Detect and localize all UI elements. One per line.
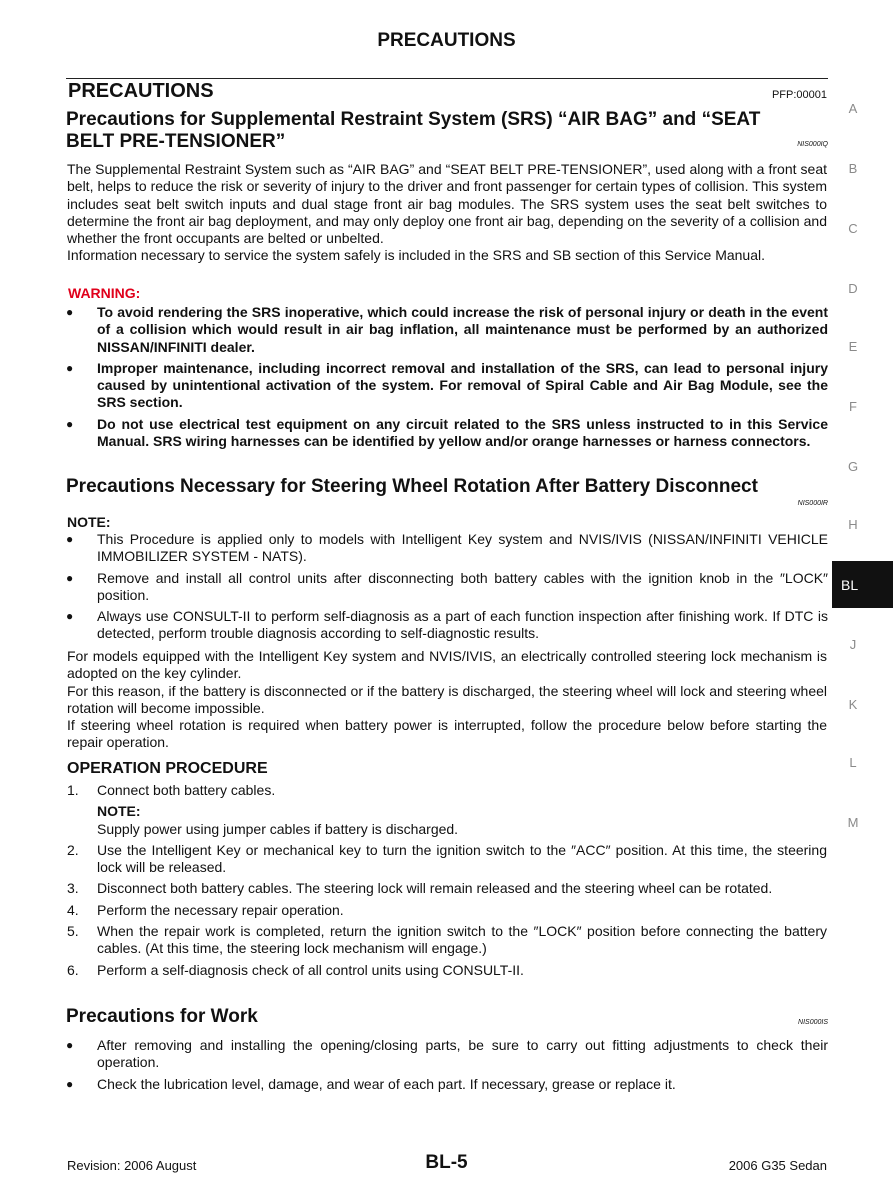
srs-code: NIS000IQ (797, 141, 828, 148)
index-letter-l[interactable]: L (849, 755, 857, 770)
step-item (67, 880, 827, 897)
work-heading: Precautions for Work (66, 1006, 258, 1027)
srs-body (67, 161, 827, 265)
section-code: PFP:00001 (771, 89, 827, 101)
step-note (67, 803, 827, 838)
bullet-icon: ● (66, 1038, 74, 1052)
step-number: 5. (67, 923, 79, 940)
steering-body (67, 648, 827, 752)
step-item (67, 842, 827, 877)
list-item (66, 531, 828, 566)
index-letter-e[interactable]: E (848, 339, 858, 354)
warning-text: Do not use electrical test equipment on any circuit related to the SRS unless instructed to in this Service Manual. SRS wiring harnesses can be identified by yellow and/or orange harnesses or harness connectors. (97, 415, 828, 450)
index-letter-g[interactable]: G (847, 459, 859, 474)
steering-paragraph-3: If steering wheel rotation is required when battery power is interrupted, follow the procedure below before starting the repair operation. (67, 717, 827, 751)
index-letter-h[interactable]: H (848, 517, 858, 532)
page-number: BL-5 (425, 1152, 468, 1173)
step-note-label: NOTE: (97, 803, 141, 820)
index-letter-d[interactable]: D (848, 281, 858, 296)
operation-procedure-heading: OPERATION PROCEDURE (67, 760, 268, 777)
section-title: PRECAUTIONS (68, 80, 214, 102)
step-item (67, 923, 827, 958)
index-letter-a[interactable]: A (848, 101, 858, 116)
index-letter-k[interactable]: K (848, 697, 858, 712)
list-item (66, 416, 828, 451)
bullet-icon: ● (66, 305, 74, 319)
srs-heading: Precautions for Supplemental Restraint System (SRS) “AIR BAG” and “SEAT BELT PRE-TENSIONER” (66, 109, 761, 152)
step-number: 6. (67, 961, 79, 978)
step-item (67, 782, 827, 799)
list-item (66, 608, 828, 643)
step-note-text: Supply power using jumper cables if battery is discharged. (97, 820, 459, 837)
note-text: This Procedure is applied only to models with Intelligent Key system and NVIS/IVIS (NISSAN/INFINITI VEHICLE IMMOBILIZER SYSTEM - NATS). (97, 531, 828, 565)
list-item (66, 304, 828, 356)
step-number: 3. (67, 880, 79, 897)
list-item (66, 1076, 828, 1093)
step-text: Disconnect both battery cables. The steering lock will remain released and the steering wheel can be rotated. (97, 880, 773, 897)
index-letter-j[interactable]: J (849, 637, 857, 652)
header-rule (66, 78, 828, 79)
bullet-icon: ● (66, 360, 74, 375)
steering-code: NIS000IR (797, 500, 828, 507)
step-item (67, 902, 827, 919)
note-list (66, 531, 828, 647)
step-number: 2. (67, 841, 79, 858)
bullet-icon: ● (66, 1076, 74, 1091)
steering-heading: Precautions Necessary for Steering Wheel Rotation After Battery Disconnect (66, 476, 758, 497)
step-number: 1. (67, 782, 79, 798)
footer-revision: Revision: 2006 August (67, 1158, 197, 1173)
footer-model: 2006 G35 Sedan (728, 1158, 827, 1173)
note-label: NOTE: (67, 514, 111, 530)
page-header: PRECAUTIONS (377, 30, 516, 51)
bullet-icon: ● (66, 609, 74, 624)
step-number: 4. (67, 901, 79, 918)
warning-list (66, 304, 828, 454)
index-letter-b[interactable]: B (848, 161, 858, 176)
step-text: When the repair work is completed, return the ignition switch to the ″LOCK″ position before connecting the battery cables. (At this time, the steering lock mechanism will engage.) (97, 923, 827, 957)
work-text: Check the lubrication level, damage, and wear of each part. If necessary, grease or replace it. (97, 1075, 676, 1092)
warning-text: To avoid rendering the SRS inoperative, which could increase the risk of personal injury or death in the event of a collision which would result in air bag inflation, all maintenance must be performed by an authorized NISSAN/INFINITI dealer. (97, 304, 828, 355)
work-code: NIS000IS (798, 1019, 828, 1026)
bullet-icon: ● (66, 532, 74, 546)
work-list (66, 1037, 828, 1097)
note-text: Remove and install all control units after disconnecting both battery cables with the ignition knob in the ″LOCK″ position. (97, 569, 828, 603)
step-text: Connect both battery cables. (97, 782, 276, 798)
warning-label: WARNING: (68, 285, 141, 301)
srs-paragraph-1: The Supplemental Restraint System such as “AIR BAG” and “SEAT BELT PRE-TENSIONER”, used along with a front seat belt, helps to reduce the risk or severity of injury to the driver and front passenger for certain types of collision. This system includes seat belt switch inputs and dual stage front air bag modules. The SRS system uses the seat belt switches to determine the front air bag deployment, and may only deploy one front air bag, depending on the severity of a collision and whether the front occupants are belted or unbelted. (67, 161, 827, 247)
index-letter-m[interactable]: M (847, 815, 859, 830)
index-letter-c[interactable]: C (848, 221, 858, 236)
list-item (66, 360, 828, 412)
note-text: Always use CONSULT-II to perform self-diagnosis as a part of each function inspection after finishing work. If DTC is detected, perform trouble diagnosis according to self-diagnostic results. (97, 608, 828, 642)
srs-paragraph-2: Information necessary to service the system safely is included in the SRS and SB section of this Service Manual. (67, 247, 765, 264)
list-item (66, 570, 828, 605)
bullet-icon: ● (66, 570, 74, 585)
section-tab-bl[interactable]: BL (832, 561, 893, 608)
index-letter-f[interactable]: F (849, 399, 857, 414)
step-text: Use the Intelligent Key or mechanical key to turn the ignition switch to the ″ACC″ position. At this time, the steering lock will be released. (97, 841, 827, 876)
list-item (66, 1037, 828, 1072)
step-text: Perform the necessary repair operation. (97, 901, 344, 918)
bullet-icon: ● (66, 416, 74, 431)
step-text: Perform a self-diagnosis check of all control units using CONSULT-II. (97, 961, 524, 978)
warning-text: Improper maintenance, including incorrect removal and installation of the SRS, can lead to personal injury caused by unintentional activation of the system. For removal of Spiral Cable and Air Bag Module, see the SRS section. (97, 359, 828, 411)
steering-paragraph-2: For this reason, if the battery is disconnected or if the battery is discharged, the steering wheel will lock and steering wheel rotation will become impossible. (67, 682, 827, 716)
steering-paragraph-1: For models equipped with the Intelligent Key system and NVIS/IVIS, an electrically controlled steering lock mechanism is adopted on the key cylinder. (67, 648, 827, 682)
step-item (67, 962, 827, 979)
work-text: After removing and installing the opening/closing parts, be sure to carry out fitting adjustments to check their operation. (97, 1037, 828, 1071)
operation-steps (67, 782, 827, 983)
